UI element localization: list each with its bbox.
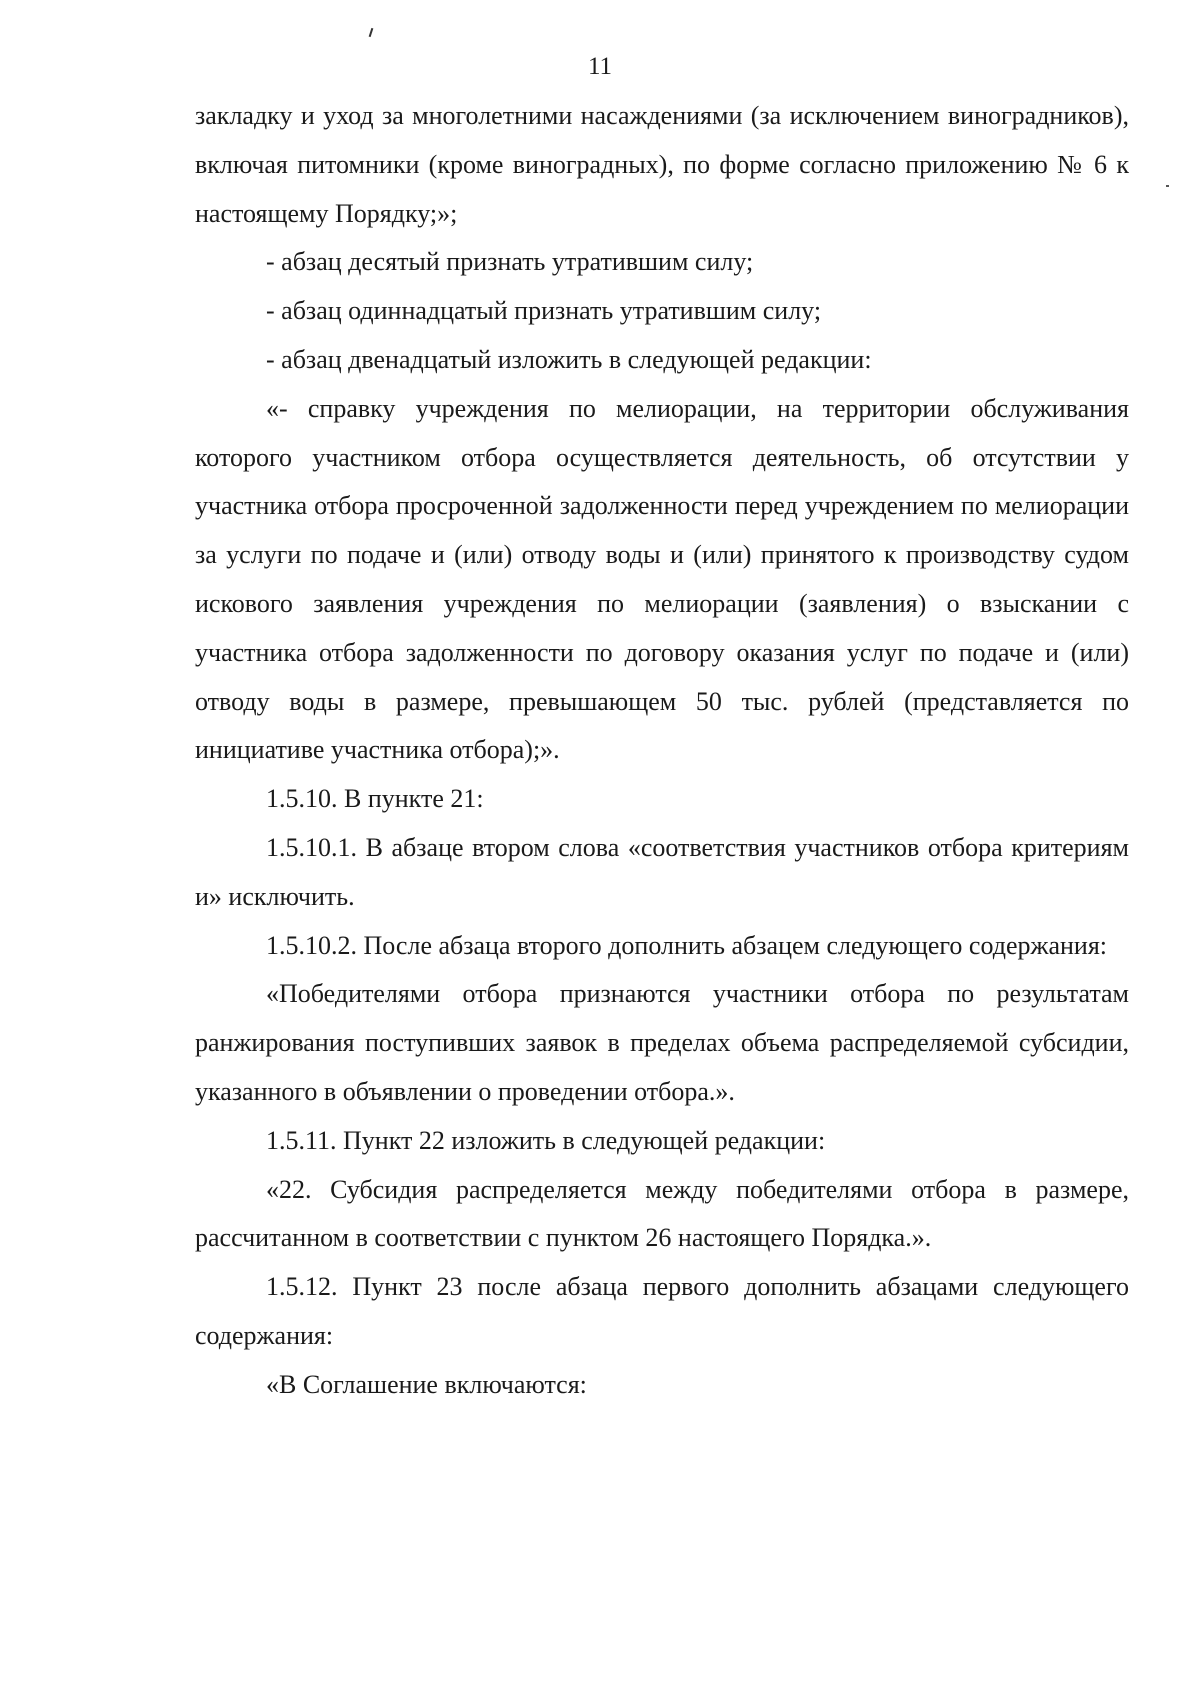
- paragraph-continuation: закладку и уход за многолетними насаждениями (за исключением виноградников), включая питомники (кроме виноградных), по форме согласно приложению № 6 к настоящему Порядку;»;: [195, 101, 1129, 228]
- paragraph: «- справку учреждения по мелиорации, на территории обслуживания которого участником отбора осуществляется деятельность, об отсутствии у участника отбора просроченной задолженности перед учреждением по мелиорации за услуги по подаче и (или) отводу воды и (или) принятого к производству судом искового заявления учреждения по мелиорации (заявления) о взыскании с участника отбора задолженности по договору оказания услуг по подаче и (или) отводу воды в размере, превышающем 50 тыс. рублей (представляется по инициативе участника отбора);».: [195, 393, 1129, 765]
- document-body: [195, 92, 1129, 1410]
- page-number: 11: [587, 53, 613, 80]
- paragraph: 1.5.11. Пункт 22 изложить в следующей редакции:: [266, 1125, 826, 1155]
- scan-mark: [1166, 185, 1169, 187]
- paragraph: «22. Субсидия распределяется между победителями отбора в размере, рассчитанном в соответствии с пунктом 26 настоящего Порядка.».: [195, 1174, 1129, 1253]
- paragraph: - абзац одиннадцатый признать утратившим силу;: [266, 296, 822, 326]
- paragraph: 1.5.10.1. В абзаце втором слова «соответствия участников отбора критериям и» исключить.: [195, 832, 1129, 911]
- paragraph: 1.5.10.2. После абзаца второго дополнить абзацем следующего содержания:: [266, 930, 1108, 960]
- scan-mark: [369, 28, 374, 37]
- paragraph: - абзац двенадцатый изложить в следующей редакции:: [266, 344, 872, 374]
- paragraph: 1.5.10. В пункте 21:: [266, 784, 484, 814]
- paragraph: 1.5.12. Пункт 23 после абзаца первого дополнить абзацами следующего содержания:: [195, 1272, 1129, 1350]
- paragraph: «Победителями отбора признаются участники отбора по результатам ранжирования поступивших заявок в пределах объема распределяемой субсидии, указанного в объявлении о проведении отбора.».: [195, 979, 1129, 1106]
- paragraph: «В Соглашение включаются:: [266, 1369, 587, 1399]
- paragraph: - абзац десятый признать утратившим силу;: [266, 247, 754, 277]
